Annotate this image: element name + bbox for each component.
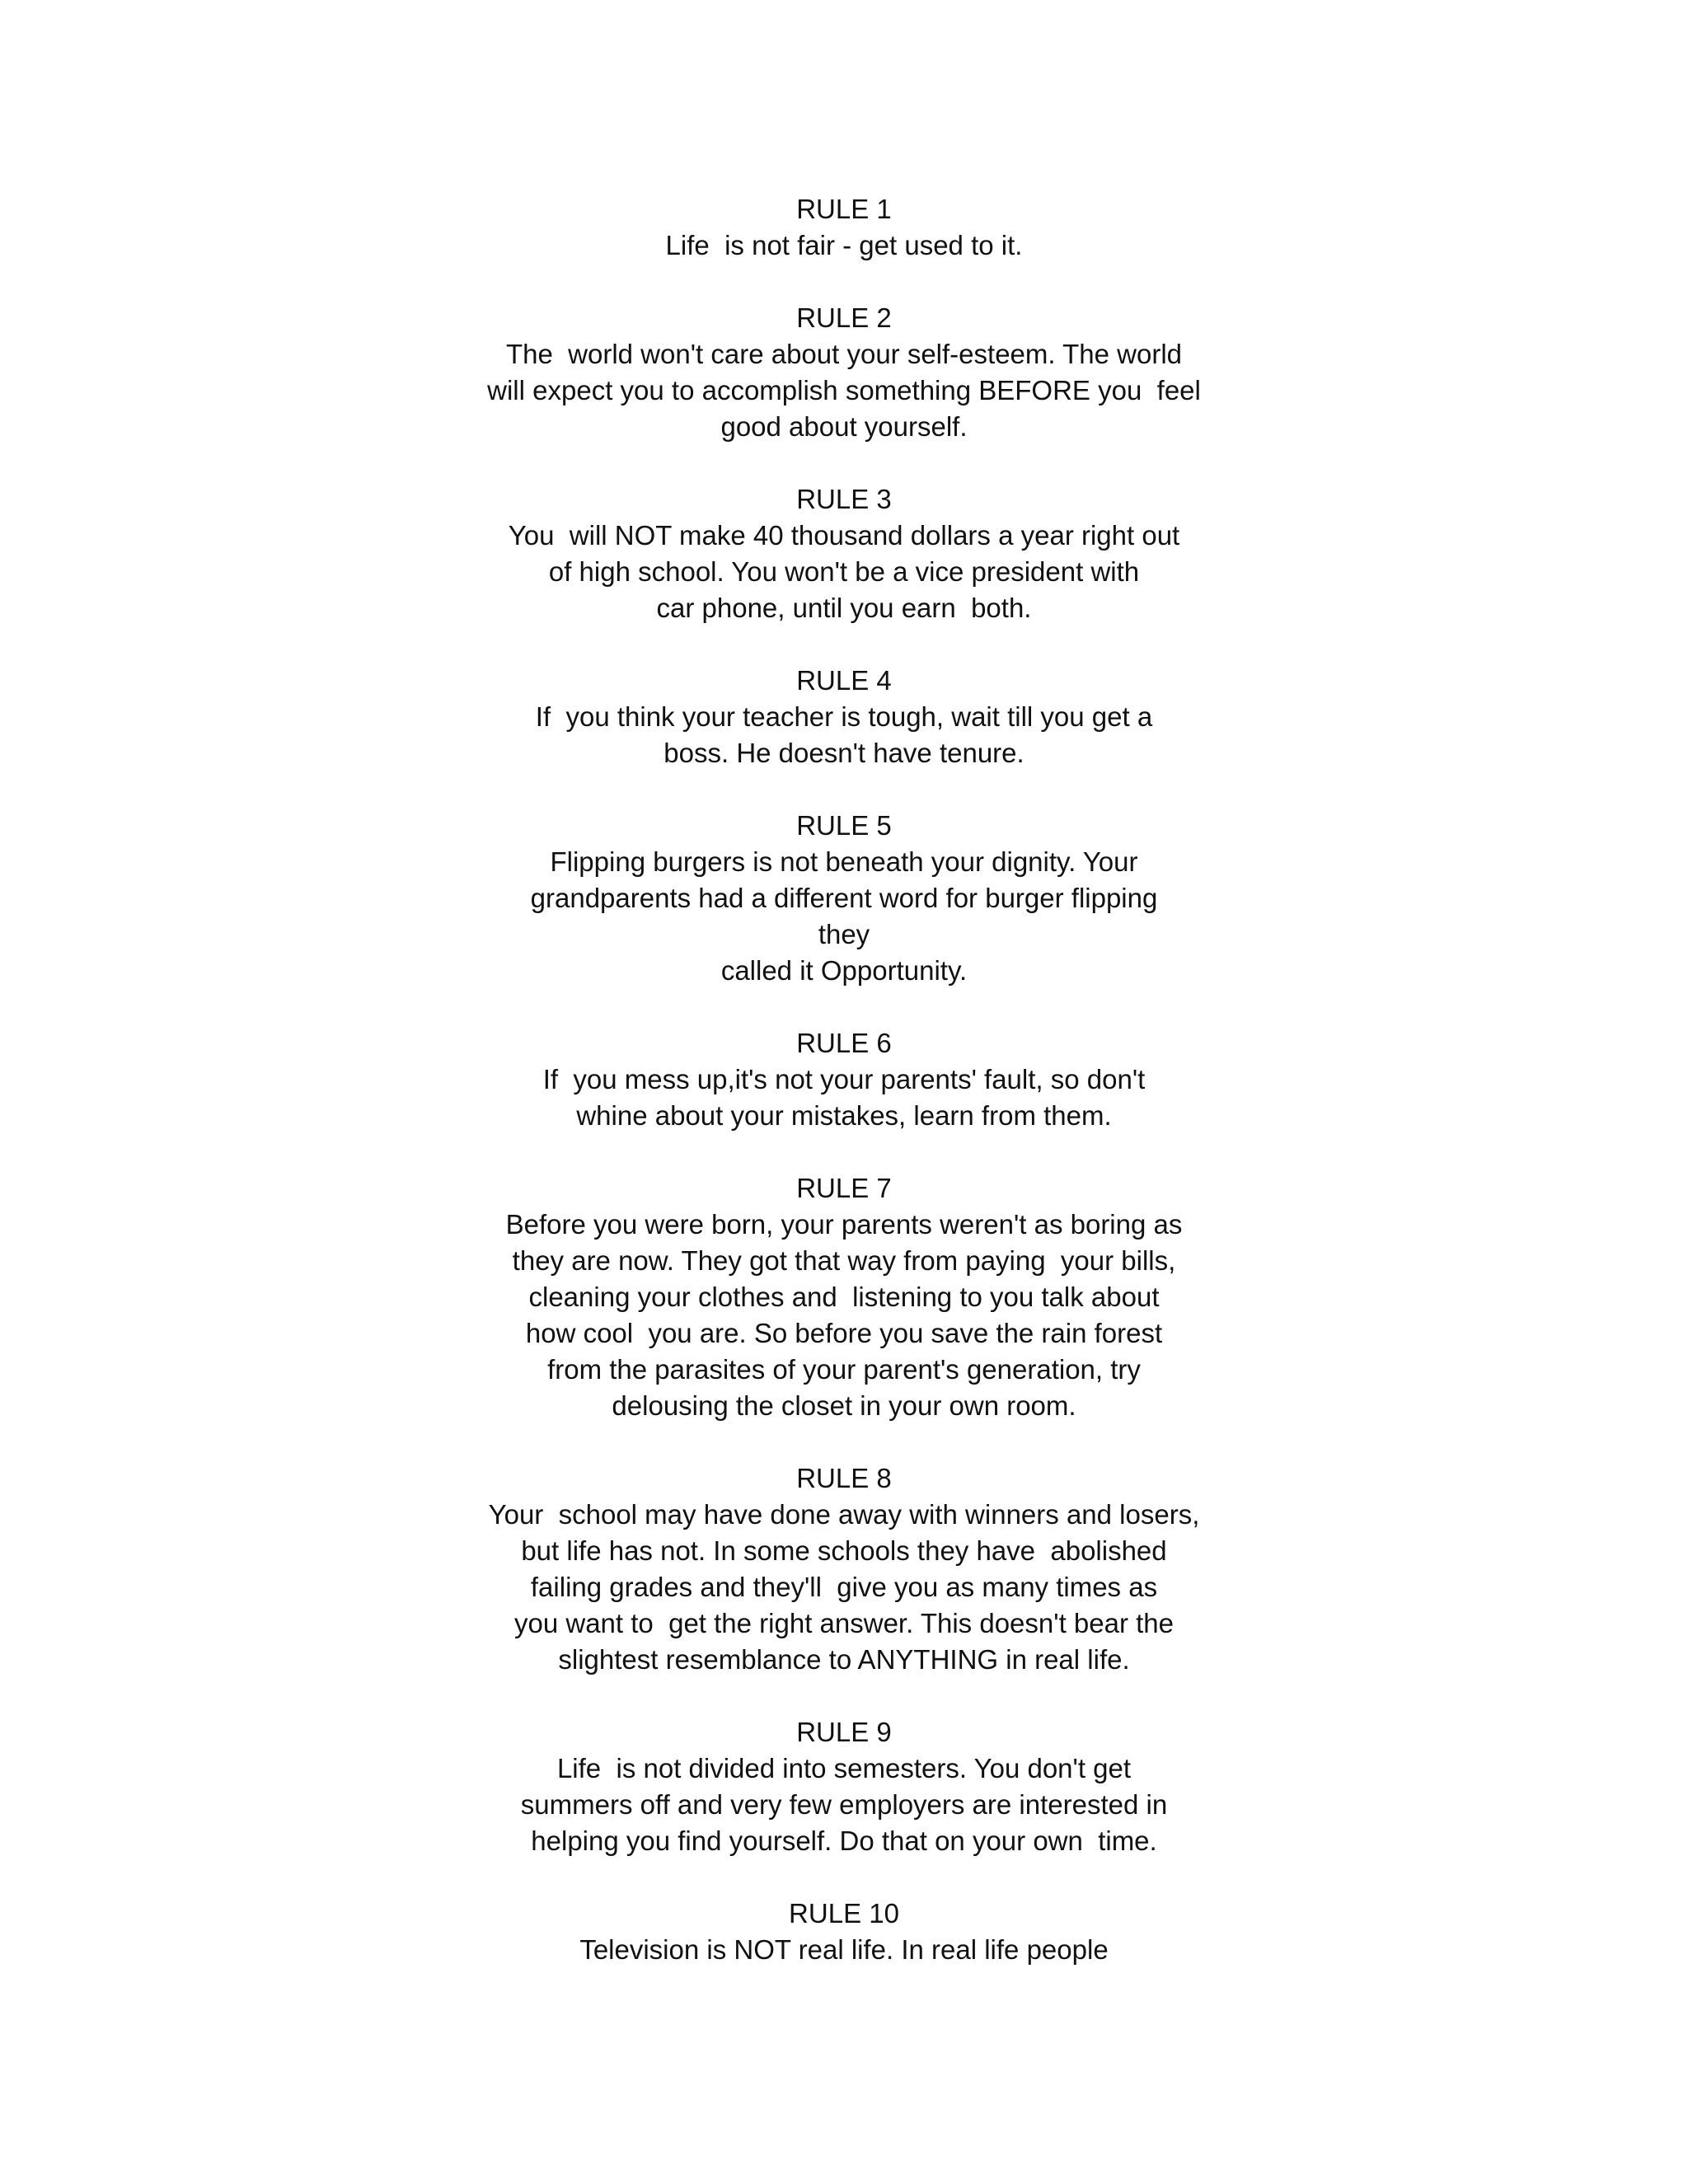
rule-title: RULE 10 [789,1898,899,1929]
rule-text-line: boss. He doesn't have tenure. [663,738,1025,768]
rule-title: RULE 6 [796,1028,892,1058]
rule-text-line: Life is not divided into semesters. You don't get [556,1753,1132,1783]
rule-text-line: they are now. They got that way from paying your bills, [512,1245,1176,1276]
rule-text-line: you want to get the right answer. This doesn't bear the [513,1608,1174,1638]
rule-text-line: Before you were born, your parents weren't as boring as [505,1209,1183,1240]
rule-text-line: Flipping burgers is not beneath your dignity. Your [550,846,1138,877]
rule-text-line: Television is NOT real life. In real life people [579,1934,1109,1965]
rule-title: RULE 8 [796,1463,892,1493]
rule-text-line: grandparents had a different word for burger flipping [530,883,1158,913]
rule-10 [0,1896,1688,1968]
rule-6 [0,1025,1688,1134]
rule-text-line: cleaning your clothes and listening to you talk about [528,1282,1160,1312]
rule-4 [0,663,1688,771]
rule-text-line: helping you find yourself. Do that on your own time. [531,1825,1157,1856]
rule-text-line: whine about your mistakes, learn from them. [576,1100,1112,1131]
rule-text-line: will expect you to accomplish something BEFORE you feel [487,375,1201,405]
rule-text-line: of high school. You won't be a vice president with [548,556,1140,587]
rule-8 [0,1460,1688,1678]
rule-title: RULE 2 [796,302,892,333]
rule-text-line: how cool you are. So before you save the rain forest [525,1318,1163,1348]
rule-text-line: good about yourself. [720,411,968,442]
rule-text-line: The world won't care about your self-esteem. The world [505,339,1183,369]
rule-text-line: from the parasites of your parent's generation, try [547,1354,1141,1385]
rule-9 [0,1714,1688,1859]
rule-text-line: Your school may have done away with winners and losers, [488,1499,1200,1530]
rule-text-line: but life has not. In some schools they have abolished [521,1535,1167,1566]
rule-title: RULE 7 [796,1173,892,1203]
rule-title: RULE 4 [796,665,892,696]
rule-text-line: they [818,919,870,949]
rule-5 [0,808,1688,989]
rule-text-line: summers off and very few employers are interested in [520,1789,1168,1820]
rule-text-line: car phone, until you earn both. [656,593,1032,623]
rule-title: RULE 3 [796,484,892,514]
rule-text-line: You will NOT make 40 thousand dollars a year right out [508,520,1180,551]
rule-3 [0,481,1688,626]
rule-text-line: failing grades and they'll give you as many times as [530,1572,1158,1602]
rule-text-line: If you mess up,it's not your parents' fault, so don't [542,1064,1146,1094]
rule-title: RULE 5 [796,810,892,841]
rule-text-line: delousing the closet in your own room. [612,1390,1076,1421]
rules-list [0,191,1688,2004]
rule-text-line: Life is not fair - get used to it. [665,230,1023,260]
rule-7 [0,1170,1688,1424]
rule-text-line: If you think your teacher is tough, wait till you get a [535,701,1153,732]
rule-1 [0,191,1688,264]
rule-2 [0,300,1688,445]
rule-text-line: called it Opportunity. [720,955,968,986]
rule-title: RULE 1 [796,194,892,224]
rule-title: RULE 9 [796,1717,892,1747]
rule-text-line: slightest resemblance to ANYTHING in real life. [558,1644,1130,1675]
